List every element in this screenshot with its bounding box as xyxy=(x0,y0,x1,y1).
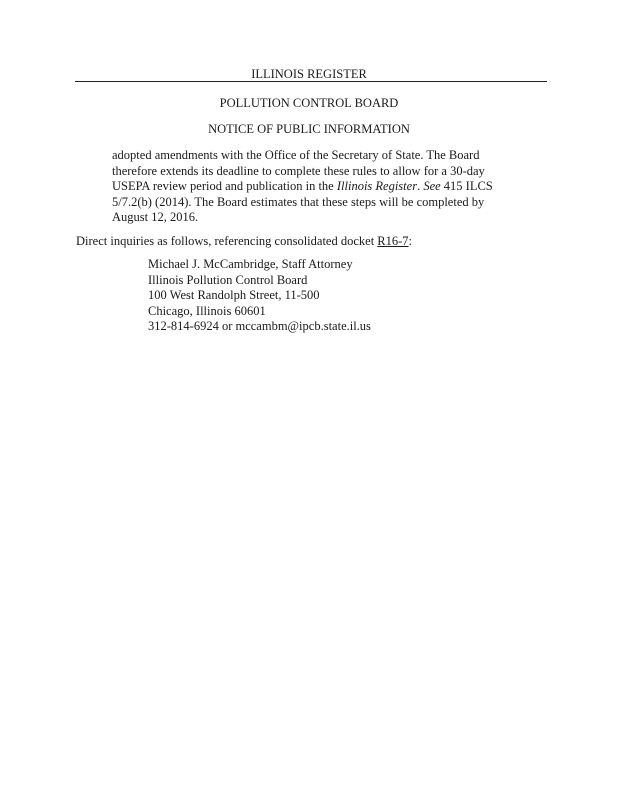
italic-register-title: Illinois Register xyxy=(336,179,418,193)
paragraph-line: therefore extends its deadline to complete these rules to allow for a 30-day xyxy=(112,163,485,178)
docket-number: R16-7 xyxy=(377,234,409,248)
contact-block xyxy=(148,257,468,335)
header-divider xyxy=(75,81,547,82)
paragraph-line: 5/7.2(b) (2014). The Board estimates that these steps will be completed by xyxy=(112,194,485,209)
notice-type: NOTICE OF PUBLIC INFORMATION xyxy=(208,122,410,136)
agency-name: POLLUTION CONTROL BOARD xyxy=(219,96,399,110)
paragraph-text: USEPA review period and publication in the xyxy=(112,179,337,193)
paragraph-line xyxy=(112,179,552,195)
body-paragraph xyxy=(112,148,552,226)
register-title: ILLINOIS REGISTER xyxy=(251,67,367,81)
inquiries-text: Direct inquiries as follows, referencing consolidated docket xyxy=(76,234,378,248)
contact-organization: Illinois Pollution Control Board xyxy=(148,272,308,287)
inquiries-line xyxy=(76,234,556,249)
italic-citation-signal: See xyxy=(423,179,441,193)
paragraph-text: 415 ILCS xyxy=(440,179,493,193)
paragraph-text: . xyxy=(417,179,424,193)
contact-city: Chicago, Illinois 60601 xyxy=(148,303,266,318)
inquiries-suffix: : xyxy=(408,234,413,248)
contact-street: 100 West Randolph Street, 11-500 xyxy=(148,288,320,303)
paragraph-line: adopted amendments with the Office of the Secretary of State. The Board xyxy=(112,148,480,162)
contact-name: Michael J. McCambridge, Staff Attorney xyxy=(148,257,353,271)
contact-phone-email: 312-814-6924 or mccambm@ipcb.state.il.us xyxy=(148,319,371,334)
paragraph-line: August 12, 2016. xyxy=(112,210,199,224)
